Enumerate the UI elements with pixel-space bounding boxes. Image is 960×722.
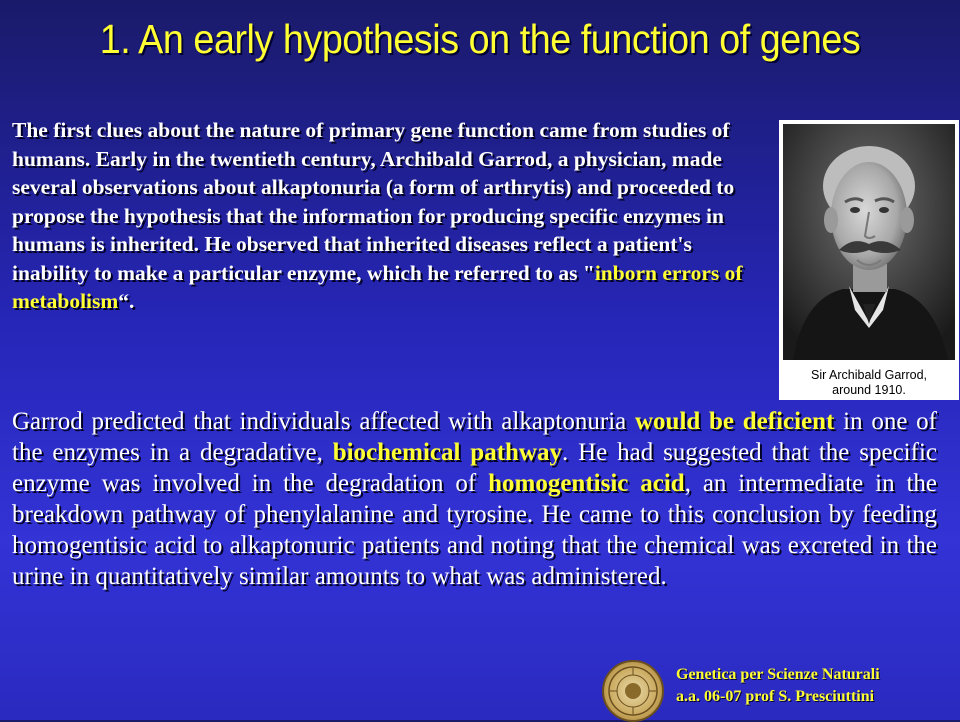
highlight-deficient: would be deficient: [634, 408, 835, 435]
caption-line-2: around 1910.: [832, 383, 906, 397]
highlight-pathway: biochemical pathway: [332, 439, 562, 466]
intro-paragraph: [12, 116, 772, 316]
footer-author: a.a. 06-07 prof S. Presciuttini: [676, 688, 875, 705]
portrait-figure: [779, 120, 959, 400]
portrait-caption: [779, 368, 959, 398]
university-seal-icon: [602, 660, 664, 722]
main-text-2: in one of the enzymes in a degradative,: [12, 408, 937, 466]
portrait-image: [783, 124, 955, 360]
caption-line-1: Sir Archibald Garrod,: [810, 368, 928, 382]
main-text-3: . He had suggested that the specific enzyme was involved in the degradation of: [12, 439, 937, 497]
intro-highlight: inborn errors of metabolism: [12, 260, 743, 313]
portrait-photo: [783, 124, 955, 360]
slide-title: 1. An early hypothesis on the function of genes: [99, 16, 861, 62]
footer-credits: [676, 664, 956, 708]
intro-text: The first clues about the nature of primary gene function came from studies of humans. Early in the twentieth century, Archibald Garrod, a physician, made several observations about alkaptonuria (a form of arthrytis) and proceeded to propose the hypothesis that the information for producing specific enzymes in humans is inherited. He observed that inherited diseases reflect a patient's inability to make a particular enzyme, which he referred to as ": [12, 118, 735, 285]
main-paragraph: [12, 406, 937, 592]
main-text-4: , an intermediate in the breakdown pathway of phenylalanine and tyrosine. He came to this conclusion by feeding homogentisic acid to alkaptonuric patients and noting that the chemical was excreted in the urine in quantitatively similar amounts to what was administered.: [12, 470, 938, 590]
intro-end: “.: [118, 289, 135, 313]
footer-course: Genetica per Scienze Naturali: [676, 666, 880, 683]
main-text-1: Garrod predicted that individuals affected with alkaptonuria: [12, 408, 635, 435]
highlight-homogentisic: homogentisic acid: [488, 470, 685, 497]
